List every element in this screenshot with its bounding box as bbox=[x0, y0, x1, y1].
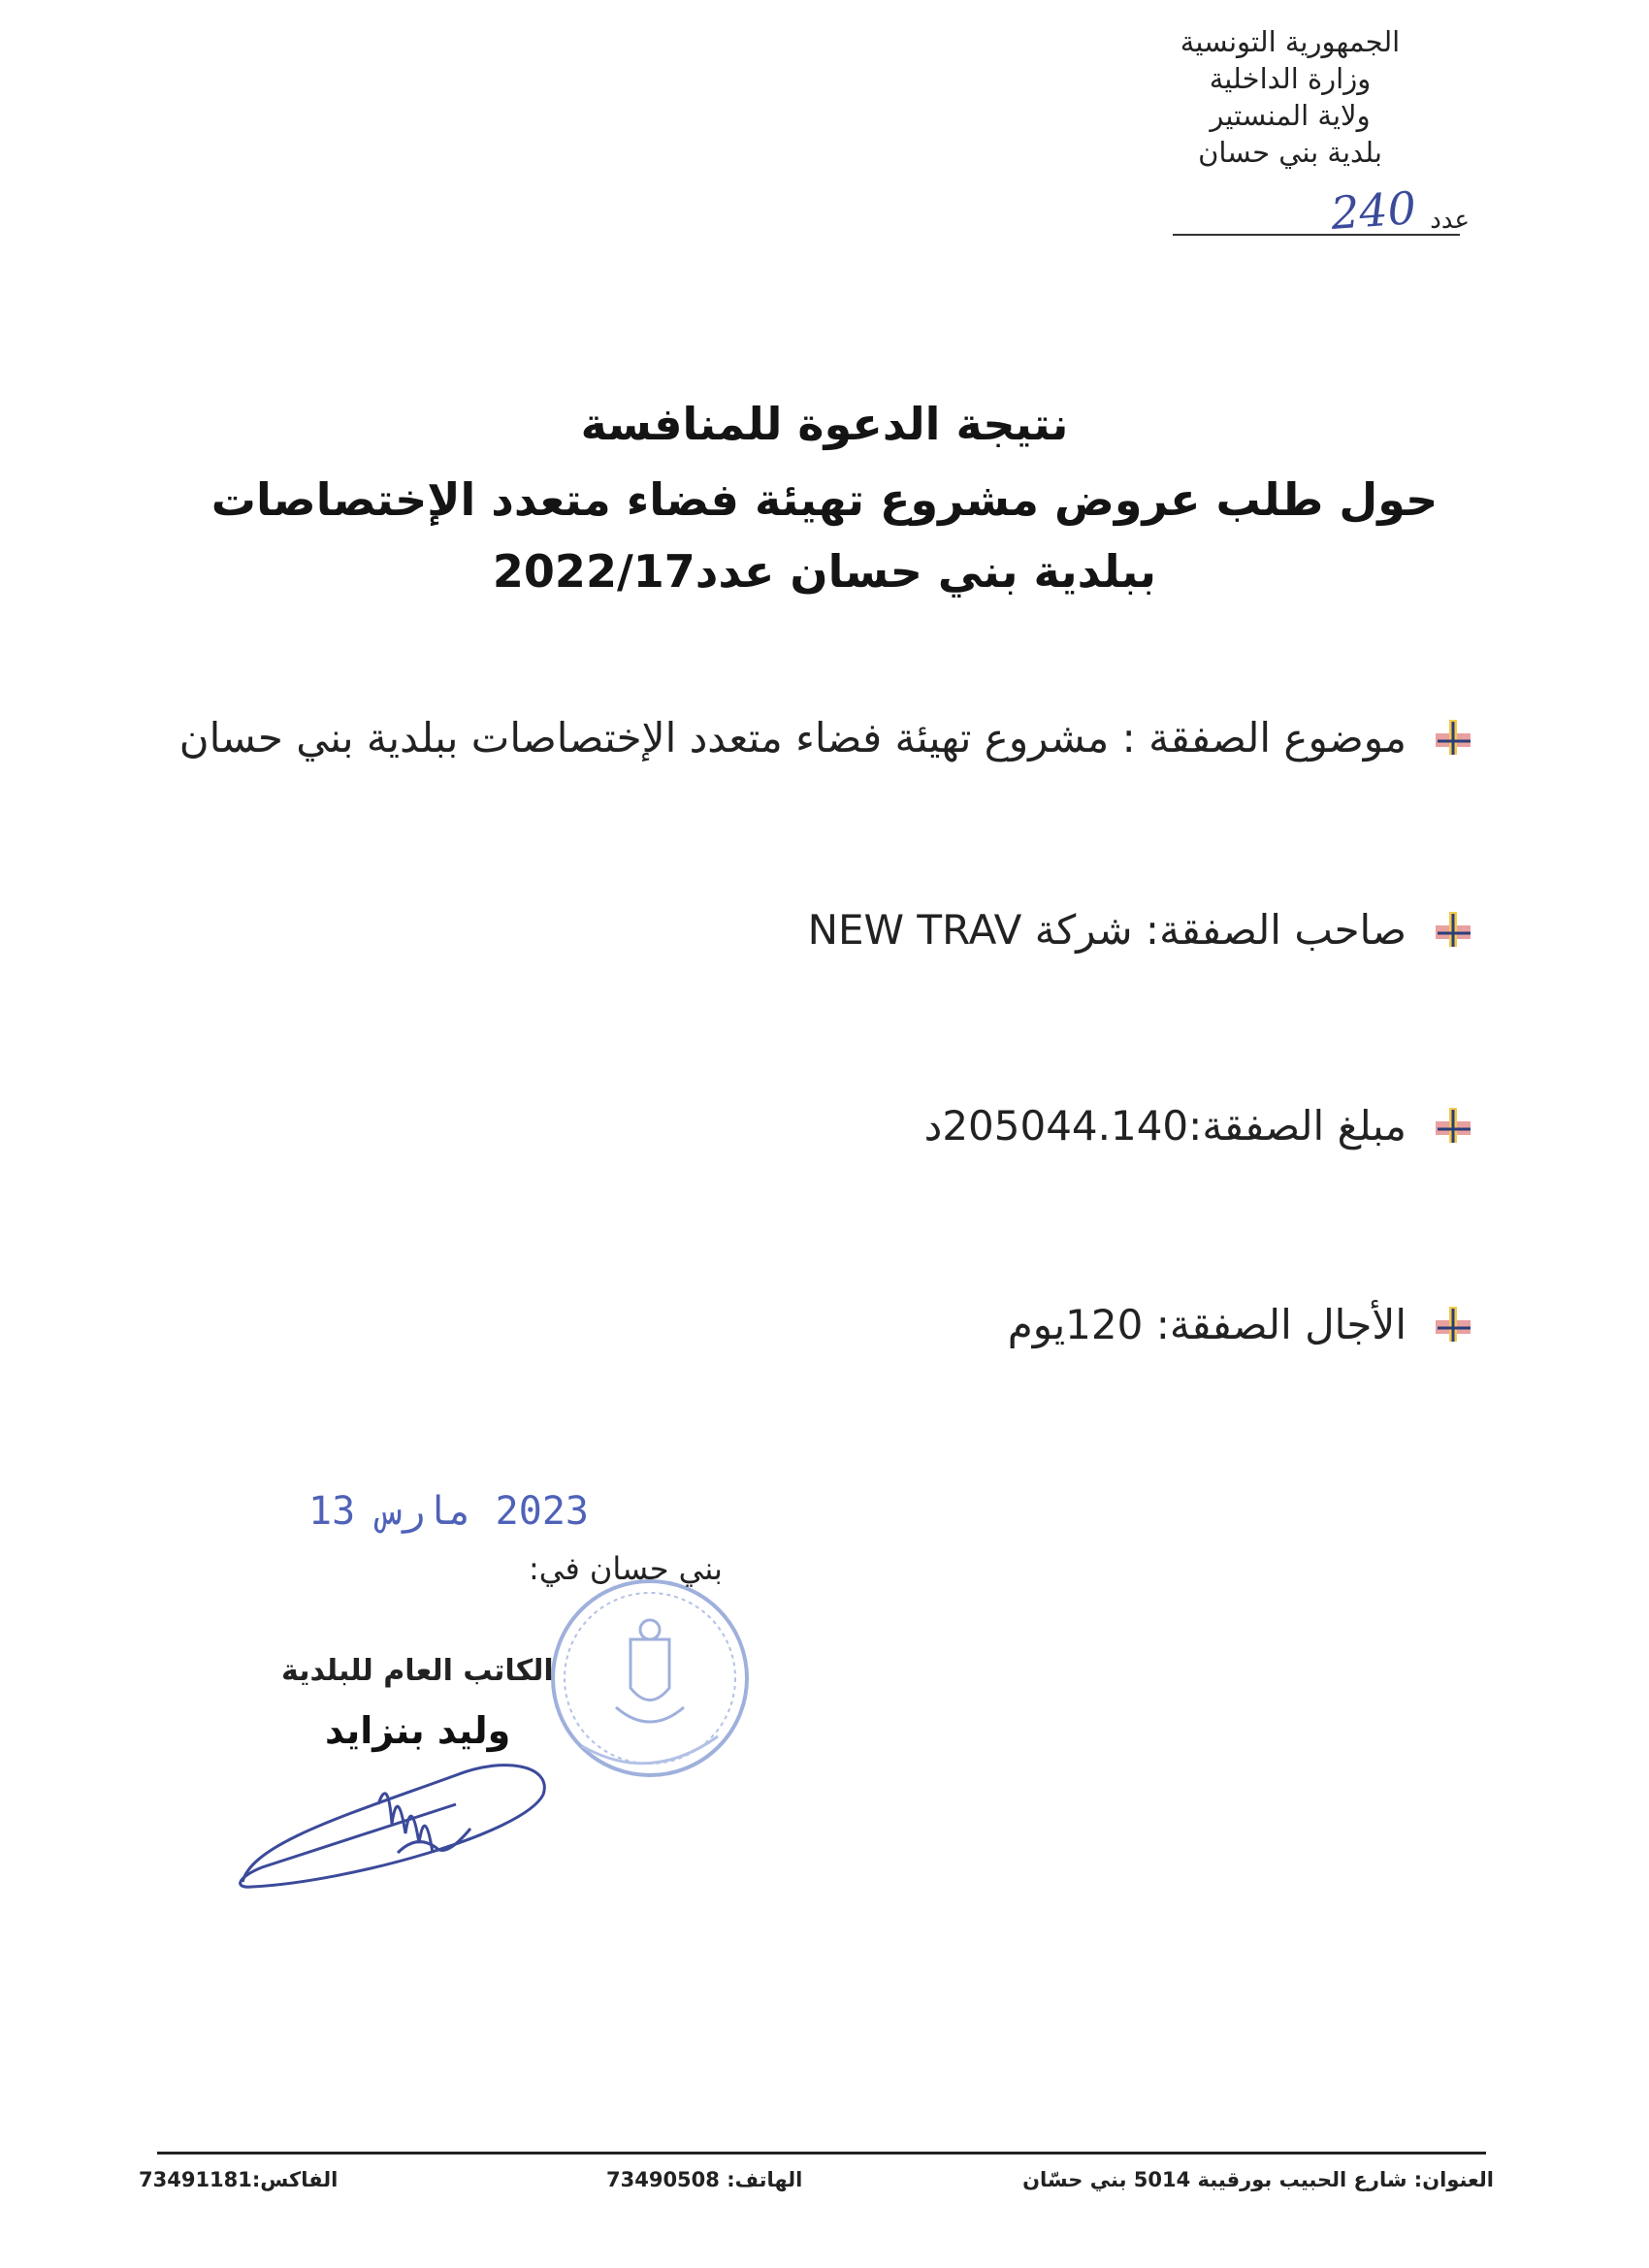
reference-number-handwritten: 240 bbox=[1329, 181, 1418, 240]
bullet-icon bbox=[1432, 1303, 1474, 1345]
reference-underline bbox=[1169, 192, 1470, 243]
bullet-icon bbox=[1432, 1104, 1474, 1147]
footer-address: العنوان: شارع الحبيب بورقيبة 5014 بني حسّان bbox=[1022, 2168, 1494, 2191]
list-item-amount bbox=[924, 1096, 1474, 1154]
bullet-icon bbox=[1432, 716, 1474, 759]
handwritten-signature bbox=[233, 1736, 582, 1911]
footer-fax: الفاكس:73491181 bbox=[139, 2168, 339, 2191]
footer-phone: الهاتف: 73490508 bbox=[606, 2168, 803, 2191]
page-subtitle: حول طلب عروض مشروع تهيئة فضاء متعدد الإختصاصات bbox=[210, 473, 1439, 526]
place-label: بني حسان في: bbox=[529, 1550, 723, 1587]
item-text: مبلغ الصفقة:205044.140د bbox=[923, 1101, 1406, 1150]
page-subtitle-ref: ببلدية بني حسان عدد2022/17 bbox=[492, 545, 1157, 598]
date-stamp: 2023 مارس 13 bbox=[308, 1489, 589, 1534]
list-item-subject bbox=[179, 708, 1474, 766]
item-text: الأجال الصفقة: 120يوم bbox=[1007, 1300, 1406, 1348]
signatory-name: وليد بنزايد bbox=[325, 1709, 511, 1752]
list-item-contractor bbox=[808, 900, 1474, 958]
page-title: نتيجة الدعوة للمنافسة bbox=[580, 398, 1069, 450]
letterhead-line: وزارة الداخلية bbox=[1209, 62, 1372, 95]
reference-label: عدد bbox=[1430, 206, 1470, 235]
letterhead-line: بلدية بني حسان bbox=[1198, 136, 1382, 169]
letterhead-line: ولاية المنستير bbox=[1210, 99, 1371, 132]
list-item-duration bbox=[1008, 1295, 1474, 1353]
signatory-title: الكاتب العام للبلدية bbox=[281, 1654, 554, 1688]
footer-divider bbox=[157, 2152, 1486, 2155]
item-text: صاحب الصفقة: شركة NEW TRAV bbox=[807, 905, 1406, 954]
bullet-icon bbox=[1432, 908, 1474, 951]
item-text: موضوع الصفقة : مشروع تهيئة فضاء متعدد الإختصاصات ببلدية بني حسان bbox=[178, 713, 1406, 761]
letterhead-line: الجمهورية التونسية bbox=[1180, 25, 1401, 58]
letterhead bbox=[1116, 23, 1465, 171]
